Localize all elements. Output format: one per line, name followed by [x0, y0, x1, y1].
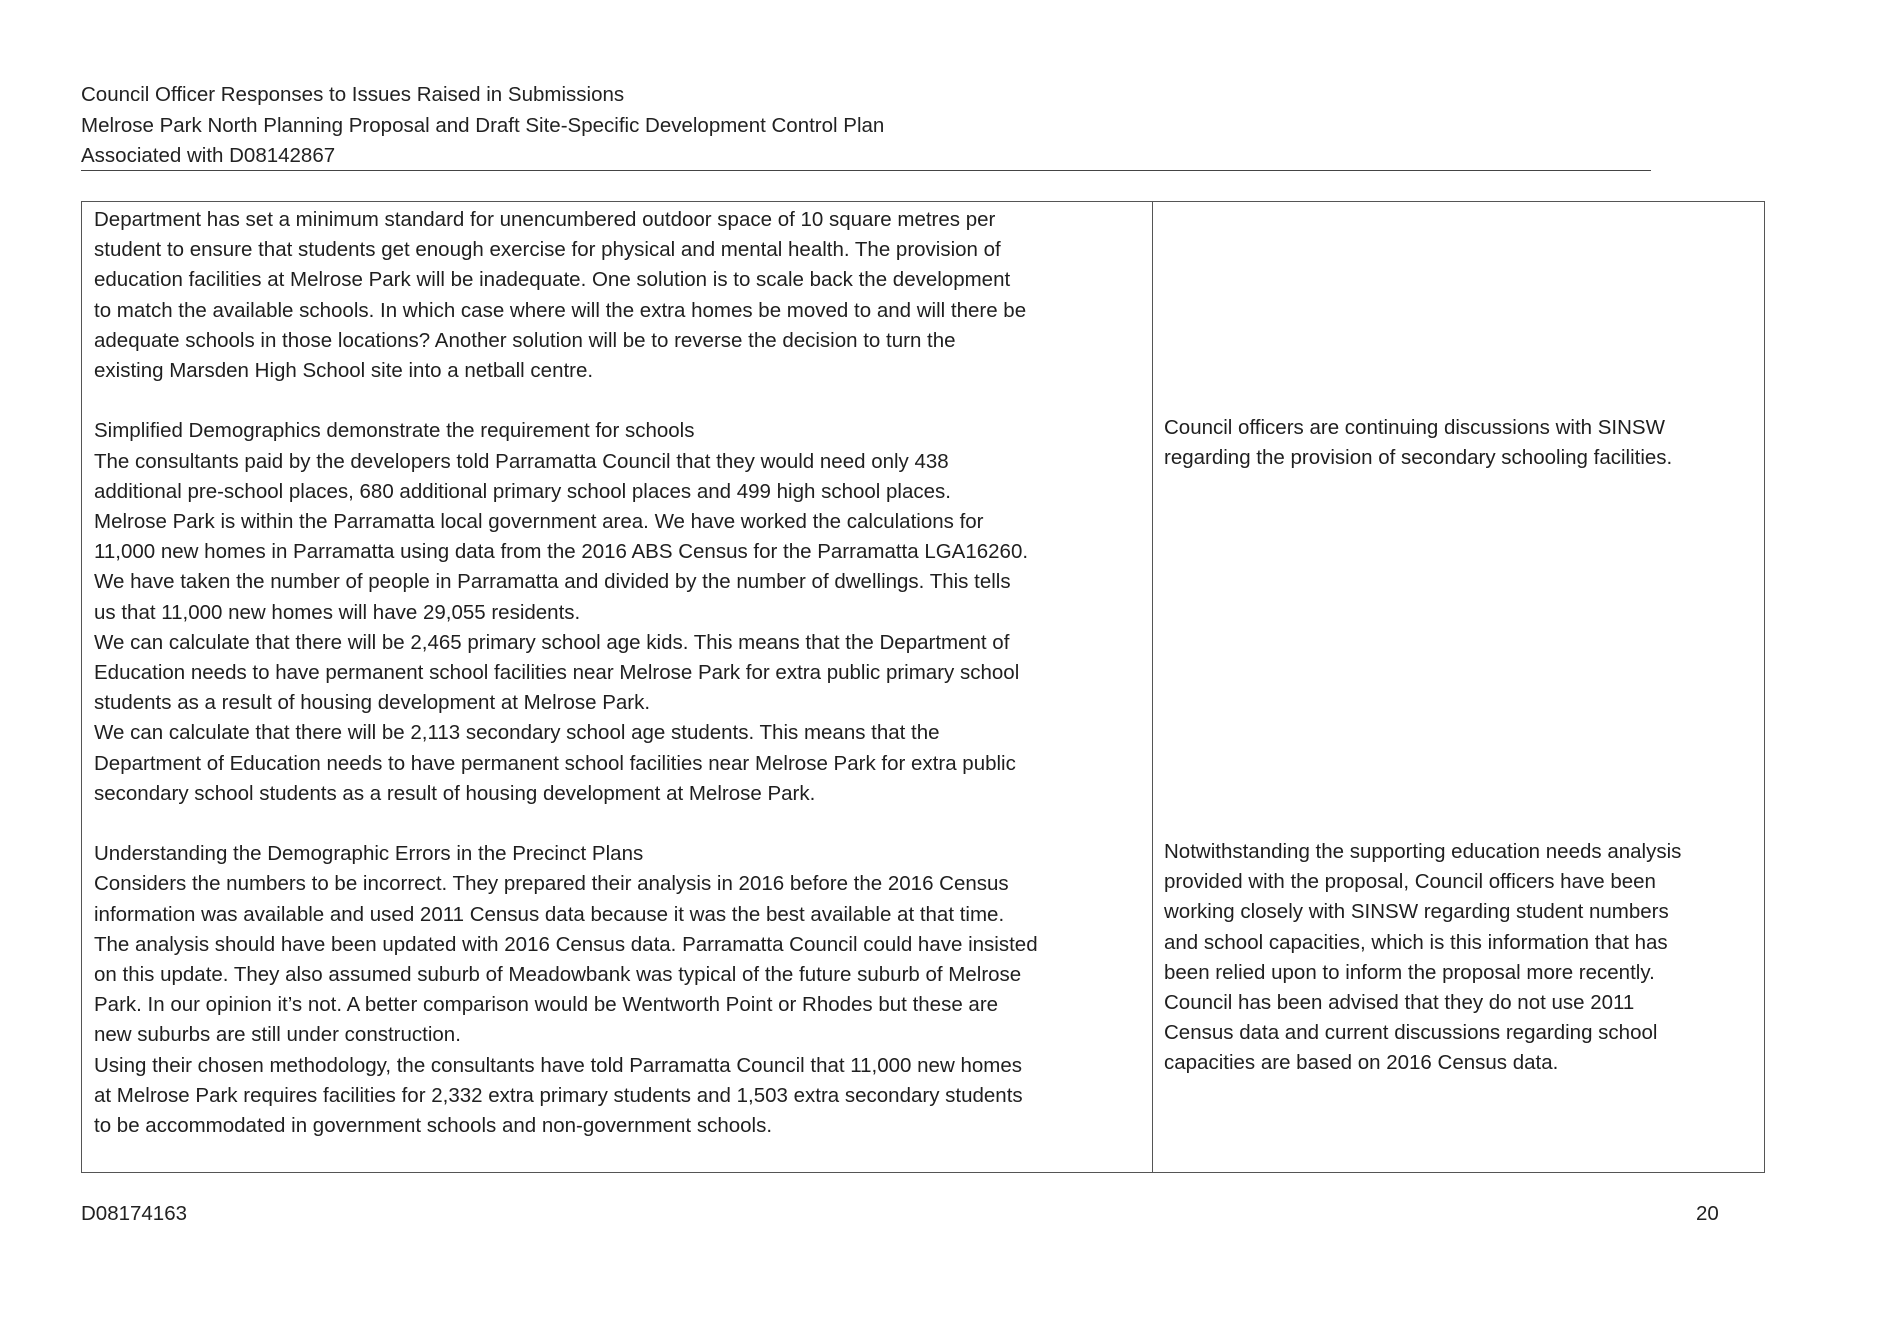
header-reference: Associated with D08142867: [81, 144, 336, 167]
issue-text-demographic-errors: Understanding the Demographic Errors in the Precinct Plans Considers the numbers to be incorrect. They prepared their analysis in 2016 before the 2016 Census information was available and used 2011 Census data because it was the best available at that time. The analysis should have been updated with 2016 Census data. Parramatta Council could have insisted on this update. They also assumed suburb of Meadowbank was typical of the future suburb of Melrose Park. In our opinion it’s not. A better comparison would be Wentworth Point or Rhodes but these are new suburbs are still under construction. Using their chosen methodology, the consultants have told Parramatta Council that 11,000 new homes at Melrose Park requires facilities for 2,332 extra primary students and 1,503 extra secondary students to be accommodated in government schools and non-government schools.: [94, 842, 1038, 1138]
header-subtitle: Melrose Park North Planning Proposal and Draft Site-Specific Development Control Plan: [81, 113, 885, 137]
issue-text-outdoor-space: Department has set a minimum standard for unencumbered outdoor space of 10 square metres per student to ensure that students get enough exercise for physical and mental health. The provision of education facilities at Melrose Park will be inadequate. One solution is to scale back the development to match the available schools. In which case where will the extra homes be moved to and will there be adequate schools in those locations? Another solution will be to reverse the decision to turn the existing Marsden High School site into a netball centre.: [94, 208, 1027, 383]
page-header: [81, 80, 1651, 172]
response-text-education-needs: Notwithstanding the supporting education needs analysis provided with the proposal, Council officers have been working closely with SINSW regarding student numbers and school capacities, which is this information that has been relied upon to inform the proposal more recently. Council has been advised that they do not use 2011 Census data and current discussions regarding school capacities are based on 2016 Census data.: [1164, 840, 1682, 1075]
issue-column: [82, 202, 1153, 1172]
response-text-sinsw-discussions: Council officers are continuing discussions with SINSW regarding the provision of secondary schooling facilities.: [1164, 416, 1673, 470]
submissions-table: [81, 201, 1765, 1173]
header-divider: [81, 170, 1651, 171]
issue-text-simplified-demographics: Simplified Demographics demonstrate the requirement for schools The consultants paid by the developers told Parramatta Council that they would need only 438 additional pre-school places, 680 additional primary school places and 499 high school places. Melrose Park is within the Parramatta local government area. We have worked the calculations for 11,000 new homes in Parramatta using data from the 2016 ABS Census for the Parramatta LGA16260. We have taken the number of people in Parramatta and divided by the number of dwellings. This tells us that 11,000 new homes will have 29,055 residents. We can calculate that there will be 2,465 primary school age kids. This means that the Department of Education needs to have permanent school facilities near Melrose Park for extra public primary school students as a result of housing development at Melrose Park. We can calculate that there will be 2,113 secondary school age students. This means that the Department of Education needs to have permanent school facilities near Melrose Park for extra public secondary school students as a result of housing development at Melrose Park.: [94, 419, 1029, 805]
response-column: [1153, 202, 1764, 1172]
footer-document-id: D08174163: [81, 1202, 188, 1225]
header-title: Council Officer Responses to Issues Raised in Submissions: [81, 83, 625, 106]
footer-page-number: 20: [1696, 1202, 1719, 1225]
